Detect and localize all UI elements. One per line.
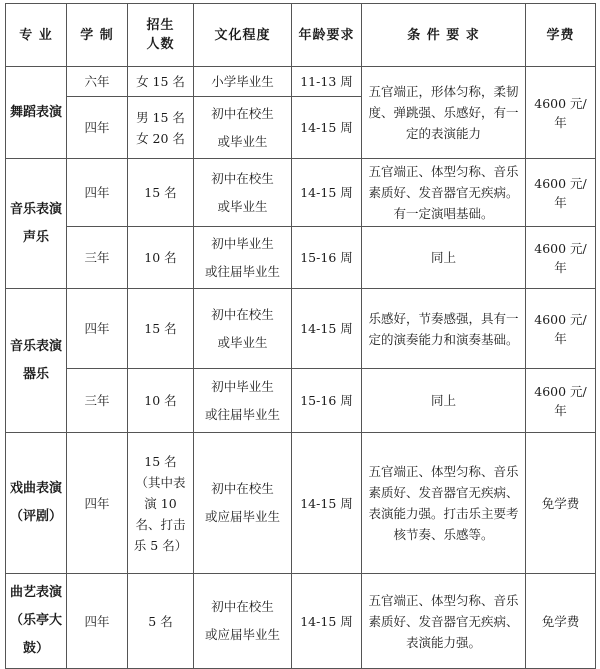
header-tuition: 学费 — [526, 4, 596, 67]
education-cell: 初中毕业生 或往届毕业生 — [194, 227, 292, 289]
requirements-cell: 乐感好，节奏感强，具有一定的演奏能力和演奏基础。 — [362, 289, 526, 369]
tuition-cell: 4600 元/年 — [526, 289, 596, 369]
major-cell: 舞蹈表演 — [6, 67, 67, 159]
quota-cell: 5 名 — [128, 574, 194, 669]
years-cell: 四年 — [67, 574, 128, 669]
header-requirements: 条 件 要 求 — [362, 4, 526, 67]
requirements-cell: 五官端正，形体匀称，柔韧度、弹跳强、乐感好，有一定的表演能力 — [362, 67, 526, 159]
tuition-cell: 免学费 — [526, 574, 596, 669]
requirements-cell: 五官端正、体型匀称、音乐素质好、发音器官无疾病、表演能力强。 — [362, 574, 526, 669]
age-cell: 14-15 周 — [292, 97, 362, 159]
years-cell: 四年 — [67, 159, 128, 227]
age-cell: 15-16 周 — [292, 227, 362, 289]
age-cell: 14-15 周 — [292, 159, 362, 227]
education-cell: 初中在校生 或毕业生 — [194, 159, 292, 227]
header-major: 专 业 — [6, 4, 67, 67]
education-cell: 小学毕业生 — [194, 67, 292, 97]
major-cell: 音乐表演 声乐 — [6, 159, 67, 289]
age-cell: 14-15 周 — [292, 574, 362, 669]
years-cell: 四年 — [67, 289, 128, 369]
table-row — [6, 159, 596, 227]
table-row — [6, 433, 596, 574]
education-cell: 初中在校生 或毕业生 — [194, 97, 292, 159]
header-education: 文化程度 — [194, 4, 292, 67]
age-cell: 11-13 周 — [292, 67, 362, 97]
quota-cell: 15 名 （其中表 演 10 名、打击 乐 5 名） — [128, 433, 194, 574]
admissions-table — [5, 3, 596, 669]
quota-cell: 男 15 名 女 20 名 — [128, 97, 194, 159]
years-cell: 四年 — [67, 433, 128, 574]
quota-cell: 女 15 名 — [128, 67, 194, 97]
tuition-cell: 4600 元/年 — [526, 67, 596, 159]
age-cell: 14-15 周 — [292, 289, 362, 369]
tuition-cell: 4600 元/年 — [526, 159, 596, 227]
table-row — [6, 227, 596, 289]
requirements-cell: 同上 — [362, 227, 526, 289]
years-cell: 六年 — [67, 67, 128, 97]
education-cell: 初中在校生 或应届毕业生 — [194, 574, 292, 669]
header-quota: 招生 人数 — [128, 4, 194, 67]
requirements-cell: 五官端正、体型匀称、音乐素质好、发音器官无疾病。有一定演唱基础。 — [362, 159, 526, 227]
header-row — [6, 4, 596, 67]
age-cell: 14-15 周 — [292, 433, 362, 574]
tuition-cell: 4600 元/年 — [526, 227, 596, 289]
requirements-cell: 同上 — [362, 369, 526, 433]
table-row — [6, 289, 596, 369]
quota-cell: 10 名 — [128, 369, 194, 433]
quota-cell: 10 名 — [128, 227, 194, 289]
requirements-cell: 五官端正、体型匀称、音乐素质好、发音器官无疾病、表演能力强。打击乐主要考核节奏、乐感等。 — [362, 433, 526, 574]
major-cell: 曲艺表演 （乐亭大 鼓） — [6, 574, 67, 669]
header-years: 学 制 — [67, 4, 128, 67]
major-cell: 戏曲表演 （评剧） — [6, 433, 67, 574]
quota-cell: 15 名 — [128, 159, 194, 227]
header-age: 年龄要求 — [292, 4, 362, 67]
years-cell: 三年 — [67, 369, 128, 433]
quota-cell: 15 名 — [128, 289, 194, 369]
education-cell: 初中在校生 或毕业生 — [194, 289, 292, 369]
education-cell: 初中在校生 或应届毕业生 — [194, 433, 292, 574]
age-cell: 15-16 周 — [292, 369, 362, 433]
years-cell: 三年 — [67, 227, 128, 289]
table-row — [6, 67, 596, 97]
tuition-cell: 4600 元/年 — [526, 369, 596, 433]
table-row — [6, 574, 596, 669]
tuition-cell: 免学费 — [526, 433, 596, 574]
major-cell: 音乐表演 器乐 — [6, 289, 67, 433]
table-row — [6, 369, 596, 433]
years-cell: 四年 — [67, 97, 128, 159]
education-cell: 初中毕业生 或往届毕业生 — [194, 369, 292, 433]
